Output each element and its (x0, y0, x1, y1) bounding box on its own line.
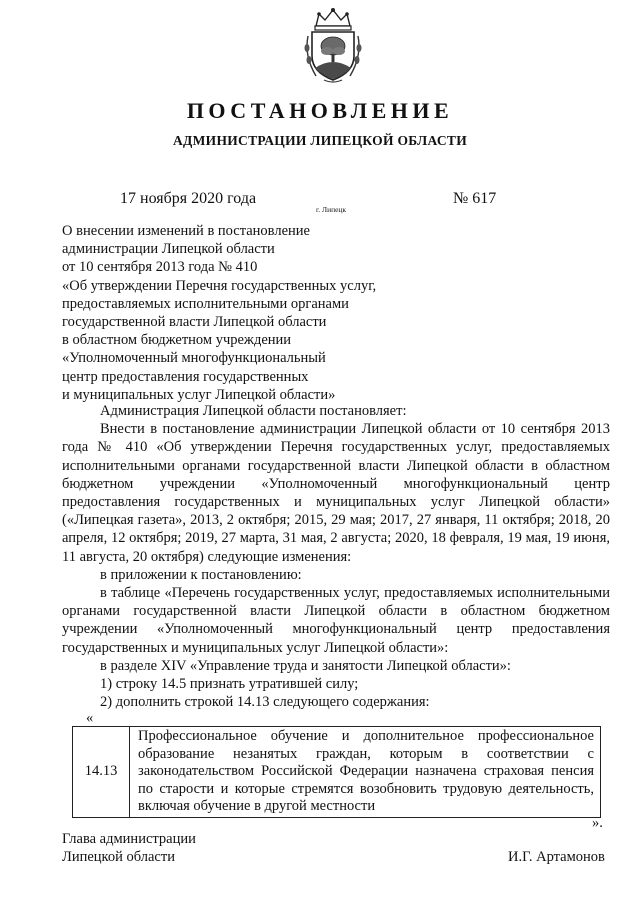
document-body (62, 402, 610, 711)
subject-line: от 10 сентября 2013 года № 410 (62, 259, 258, 276)
subject-line: О внесении изменений в постановление (62, 223, 310, 239)
subject-line: администрации Липецкой области (62, 241, 275, 258)
subject-line: в областном бюджетном учреждении (62, 332, 292, 349)
appendix-line: в приложении к постановлению: (100, 566, 302, 583)
quote-close: ». (592, 815, 603, 831)
subject-line: и муниципальных услуг Липецкой области» (62, 386, 336, 403)
lipetsk-coat-of-arms-icon (302, 6, 364, 84)
list-item-2: 2) дополнить строкой 14.13 следующего содержания: (100, 694, 430, 711)
subject-line: государственной власти Липецкой области (62, 314, 327, 331)
resolves-line: Администрация Липецкой области постановляет: (100, 403, 407, 419)
insert-table (72, 726, 601, 818)
subject-line: центр предоставления государственных (62, 368, 309, 385)
subject-line: «Уполномоченный многофункциональный (62, 350, 326, 367)
table-paragraph: в таблице «Перечень государственных услуг, предоставляемых исполнительными органами государственной власти Липецкой области в областном бюджетном учреждении «Уполномоченный многофункциональный центр предоставления государственных и муниципальных услуг Липецкой области»: (62, 585, 610, 656)
subject-line: «Об утверждении Перечня государственных услуг, (62, 277, 377, 294)
table-row (73, 727, 601, 818)
row-number: 14.13 (73, 727, 130, 818)
document-date: 17 ноября 2020 года (120, 190, 257, 207)
list-item-1: 1) строку 14.5 признать утратившей силу; (100, 676, 359, 693)
document-number: № 617 (453, 190, 497, 207)
signatory-position-line2: Липецкой области (62, 849, 175, 865)
subject-line: предоставляемых исполнительными органами (62, 295, 349, 312)
document-subtitle: АДМИНИСТРАЦИИ ЛИПЕЦКОЙ ОБЛАСТИ (172, 133, 468, 148)
main-paragraph: Внести в постановление администрации Липецкой области от 10 сентября 2013 года № 410 «Об утверждении Перечня государственных услуг, предоставляемых исполнительными органами государственной власти Липецкой области в областном бюджетном учреждении «Уполномоченный многофункциональный центр предоставления государственных и муниципальных услуг Липецкой области» («Липецкая газета», 2013, 2 октября; 2015, 29 мая; 2017, 27 января, 11 октября; 2018, 20 апреля, 12 октября; 2019, 27 марта, 31 мая, 2 августа; 2020, 18 февраля, 19 мая, 19 июня, 11 августа, 20 октября) следующие изменения: (62, 421, 610, 565)
quote-open: « (86, 710, 94, 726)
section-line: в разделе XIV «Управление труда и занятости Липецкой области»: (100, 657, 511, 674)
row-text: Профессиональное обучение и дополнительное профессиональное образование незанятых граждан, которым в соответствии с законодательством Российской Федерации назначена страховая пенсия по старости и которые стремятся возобновить трудовую деятельность, включая обучение в другой местности (130, 727, 601, 818)
signatory-name: И.Г. Артамонов (508, 849, 605, 865)
document-place: г. Липецк (316, 205, 347, 214)
document-title: ПОСТАНОВЛЕНИЕ (186, 98, 454, 123)
signatory-position-line1: Глава администрации (62, 831, 196, 847)
document-subject (62, 222, 402, 404)
